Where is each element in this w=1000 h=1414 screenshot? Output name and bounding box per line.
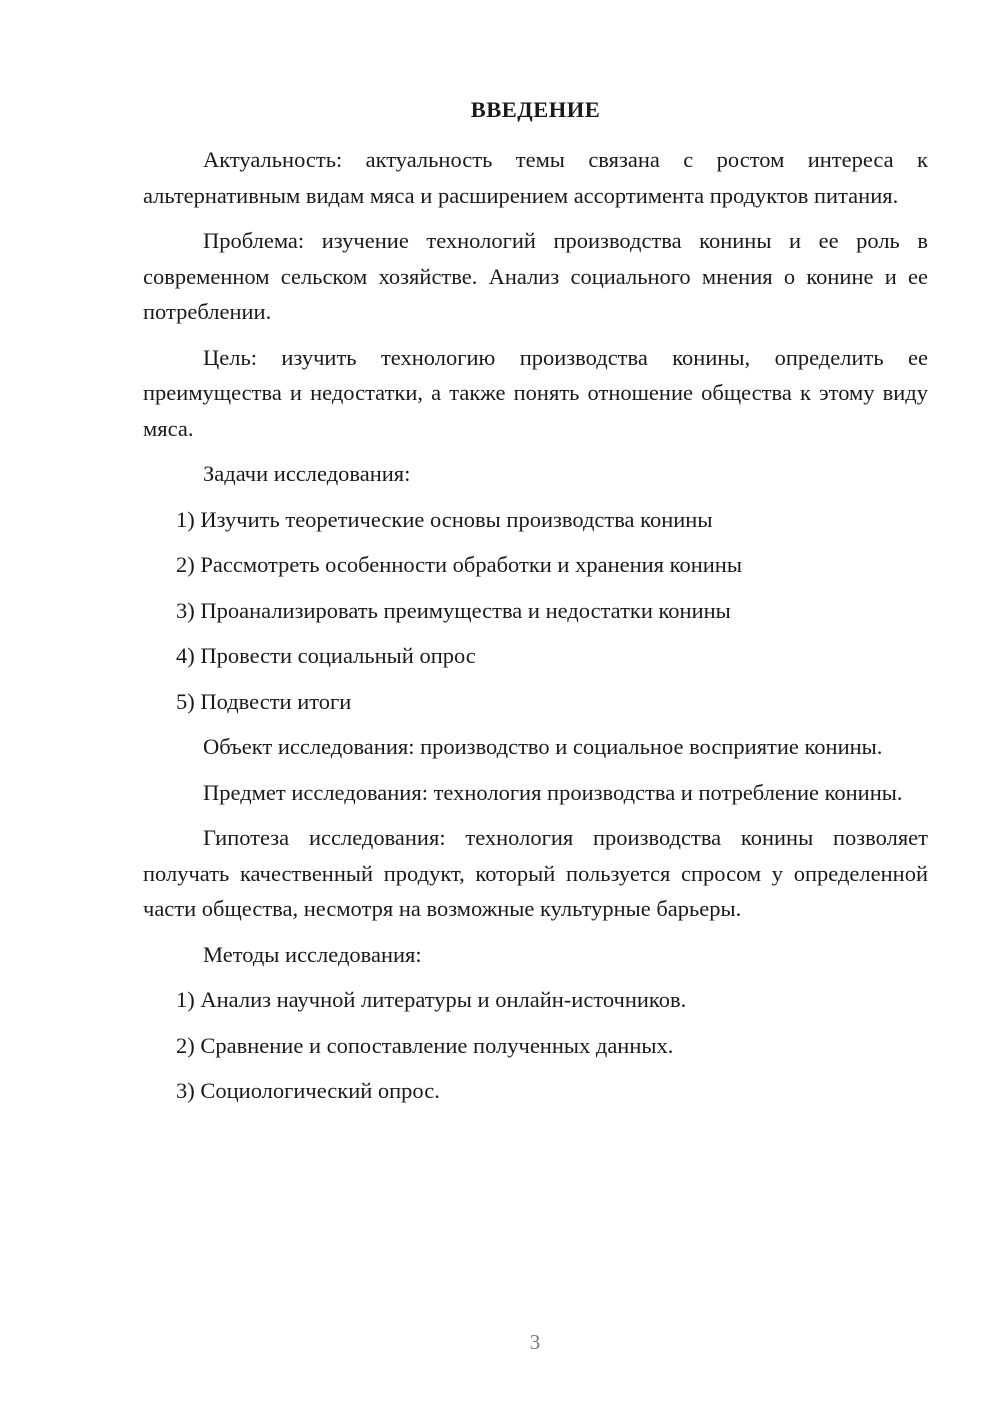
problem-paragraph: Проблема: изучение технологий производства конины и ее роль в современном сельском хозяйстве. Анализ социального мнения о конине и ее потреблении. bbox=[143, 228, 928, 324]
object-paragraph: Объект исследования: производство и социальное восприятие конины. bbox=[203, 734, 883, 759]
list-item: 5) Подвести итоги bbox=[176, 688, 352, 714]
methods-heading: Методы исследования: bbox=[203, 941, 422, 967]
list-item: 3) Социологический опрос. bbox=[176, 1078, 440, 1103]
page-number: 3 bbox=[529, 1330, 541, 1354]
list-item: 1) Изучить теоретические основы производства конины bbox=[176, 506, 713, 532]
document-page bbox=[143, 88, 928, 1119]
list-item: 1) Анализ научной литературы и онлайн-источников. bbox=[176, 987, 687, 1012]
tasks-heading: Задачи исследования: bbox=[203, 461, 411, 486]
hypothesis-paragraph: Гипотеза исследования: технология производства конины позволяет получать качественный продукт, который пользуется спросом у определенной части общества, несмотря на возможные культурные барьеры. bbox=[143, 825, 928, 921]
list-item: 2) Сравнение и сопоставление полученных данных. bbox=[176, 1032, 674, 1058]
page-title: ВВЕДЕНИЕ bbox=[470, 97, 601, 122]
list-item: 4) Провести социальный опрос bbox=[176, 643, 476, 668]
tasks-list bbox=[143, 502, 928, 720]
methods-list bbox=[143, 982, 928, 1109]
subject-paragraph: Предмет исследования: технология производства и потребление конины. bbox=[203, 779, 903, 805]
list-item: 3) Проанализировать преимущества и недостатки конины bbox=[176, 597, 731, 623]
list-item: 2) Рассмотреть особенности обработки и хранения конины bbox=[176, 552, 742, 577]
relevance-paragraph: Актуальность: актуальность темы связана с ростом интереса к альтернативным видам мяса и расширением ассортимента продуктов питания. bbox=[143, 147, 928, 208]
goal-paragraph: Цель: изучить технологию производства конины, определить ее преимущества и недостатки, а также понять отношение общества к этому виду мяса. bbox=[143, 344, 928, 441]
